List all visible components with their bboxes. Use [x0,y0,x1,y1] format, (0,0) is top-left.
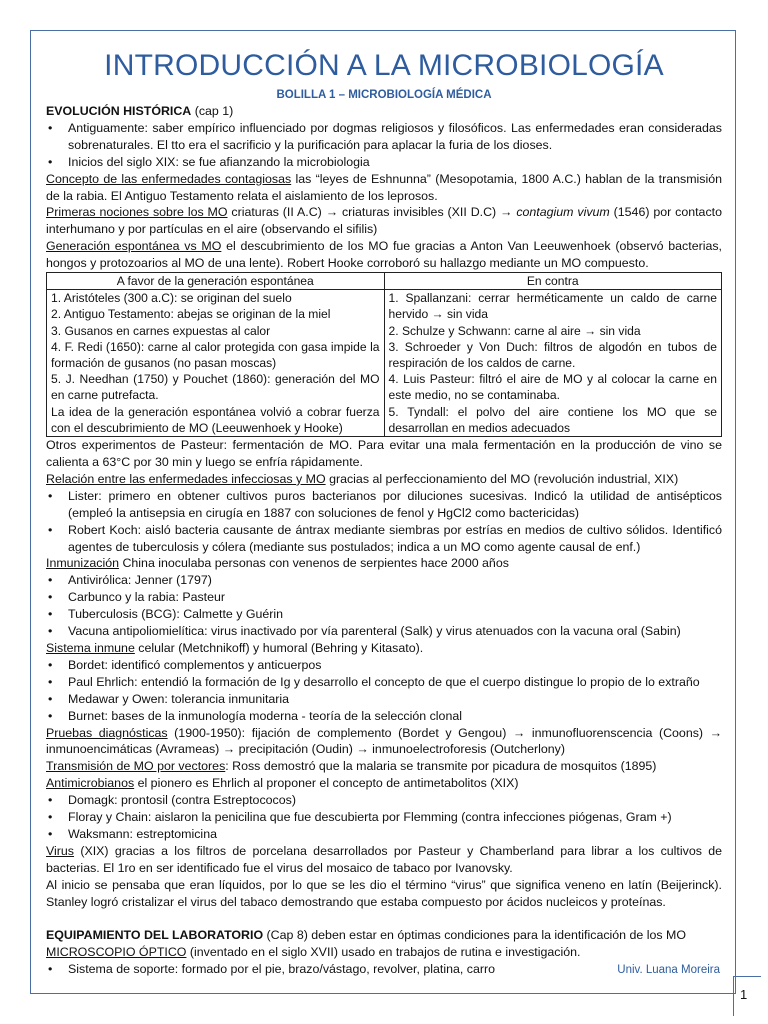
list-item: • Inicios del siglo XIX: se fue afianzando la microbiologia [46,154,722,171]
table-header-favor: A favor de la generación espontánea [47,273,385,290]
list-item: • Paul Ehrlich: entendió la formación de Ig y desarrollo el concepto de que el cuerpo distingue lo propio de lo extraño [46,674,722,691]
nociones-text-1: criaturas (II A.C) → criaturas invisibles (XII D.C) → [227,205,517,220]
relacion-label: Relación entre las enfermedades infecciosas y MO [46,471,326,486]
nociones-paragraph [46,204,722,238]
virus-paragraph-2: Al inicio se pensaba que eran líquidos, por lo que se les dio el término “virus” que significa veneno en latín (Beijerinck). Stanley logró cristalizar el virus del tabaco demostrando que estaba compuesto por ácidos nucleicos y proteínas. [46,877,722,909]
list-item: • Domagk: prontosil (contra Estreptococos) [46,792,722,809]
transmision-paragraph [46,758,722,775]
document-body [46,44,722,978]
nociones-text-2: (1546) por contacto interhumano y por partículas en el aire (observando el sifilis) [46,205,722,237]
historia-heading: EVOLUCIÓN HISTÓRICA [46,104,192,118]
table-item: 3. Gusanos en carnes expuestas al calor [51,323,271,338]
virus-text: (XIX) gracias a los filtros de porcelana desarrollados por Pasteur y Chamberland para librar a los cultivos de bacterias. El 1ro en ser identificado fue el virus del mosaico de tabaco por Ivanovsky. [46,843,722,875]
table-item: 4. Luis Pasteur: filtró el aire de MO y al colocar la carne en este medio, no se contaminaba. [388,372,717,403]
generacion-text: el descubrimiento de los MO fue gracias a Anton Van Leeuwenhoek (observó bacterias, hongos y protozoarios al MO de una lente). Robert Hooke corroboró su hallazgo mediante un MO compuesto. [46,239,722,271]
equipamiento-text: (Cap 8) deben estar en óptimas condiciones para la identificación de los MO [263,928,686,943]
sistema-inmune-bullets [46,657,722,725]
list-item: • Medawar y Owen: tolerancia inmunitaria [46,691,722,708]
table-item: La idea de la generación espontánea volvió a cobrar fuerza con el descubrimiento de MO (Leeuwenhoek y Hooke) [51,404,380,435]
equipamiento-paragraph [46,927,722,944]
antimicrobianos-bullets [46,792,722,843]
list-item: • Robert Koch: aisló bacteria causante de ántrax mediante siembras por estrías en medios de cultivo sólidos. Identificó agentes de tuberculosis y cólera (mediante sus postulados; indica a un MO como agente causal de enf.) [46,522,722,556]
microscopio-text: (inventado en el siglo XVII) usado en trabajos de rutina e investigación. [186,945,581,960]
table-item: 5. J. Needhan (1750) y Pouchet (1860): generación del MO en carne putrefacta. [51,372,380,403]
concepto-label: Concepto de las enfermedades contagiosas [46,171,292,186]
pruebas-text: (1900-1950): fijación de complemento (Bordet y Gengou) → inmunofluorenscencia (Coons) → inmunoencimáticas (Avrameas) → precipitación (Oudin) → inmunoelectroforesis (Outcherlony) [46,725,722,757]
virus-label: Virus [46,843,75,858]
footer-author: Univ. Luana Moreira [617,964,720,976]
list-item: • Antiguamente: saber empírico influenciado por dogmas religiosos y filosóficos. Las enfermedades eran consideradas sobrenaturales. El tto era el sacrificio y la purificación para aplacar la furia de los dioses. [46,120,722,154]
list-item: • Antivirólica: Jenner (1797) [46,572,722,589]
table-item: 5. Tyndall: el polvo del aire contiene los MO que se desarrollan en medios adecuados [388,404,717,435]
equipamiento-heading: EQUIPAMIENTO DEL LABORATORIO [46,928,264,943]
page-title: INTRODUCCIÓN A LA MICROBIOLOGÍA [104,49,664,82]
pruebas-label: Pruebas diagnósticas [46,725,168,740]
transmision-label: Transmisión de MO por vectores [46,759,226,774]
list-item: • Carbunco y la rabia: Pasteur [46,589,722,606]
historia-heading-line [46,103,722,120]
inmunizacion-label: Inmunización [46,556,120,571]
table-item: 2. Schulze y Schwann: carne al aire → sin vida [388,323,641,338]
pruebas-paragraph [46,725,722,759]
list-item: • Tuberculosis (BCG): Calmette y Guérin [46,606,722,623]
historia-bullets [46,120,722,171]
list-item: • Lister: primero en obtener cultivos puros bacterianos por diluciones sucesivas. Indicó la utilidad de antisépticos (empleó la antisepsia en cirugía en 1887 con soluciones de fenol y HgCl2 como bactericidas) [46,488,722,522]
historia-heading-ref: (cap 1) [191,104,234,118]
concepto-text: las “leyes de Eshnunna” (Mesopotamia, 1800 A.C.) hablan de la transmisión de la rabia. El Antiguo Testamento relata el aislamiento de los leprosos. [46,171,722,203]
table-item: 3. Schroeder y Von Duch: filtros de algodón en tubos de respiración de los caldos de carne. [388,339,717,371]
list-item: • Burnet: bases de la inmunología moderna - teoría de la selección clonal [46,708,722,725]
list-item: • Vacuna antipoliomielítica: virus inactivado por vía parenteral (Salk) y virus atenuados con la vacuna oral (Sabin) [46,623,722,640]
list-item: • Bordet: identificó complementos y anticuerpos [46,657,722,674]
page-number: 1 [733,976,761,1016]
inmunizacion-bullets [46,572,722,640]
microscopio-paragraph [46,944,722,961]
table-item: 1. Spallanzani: cerrar herméticamente un caldo de carne hervido → sin vida [388,291,717,322]
table-header-contra: En contra [384,273,722,290]
sistema-inmune-text: celular (Metchnikoff) y humoral (Behring y Kitasato). [134,640,424,655]
generacion-paragraph [46,238,722,272]
table-cell-favor [47,290,385,437]
nociones-italic: contagium vivum [516,205,610,220]
generacion-table [46,272,722,437]
page-subtitle: BOLILLA 1 – MICROBIOLOGÍA MÉDICA [276,89,492,101]
sistema-inmune-label: Sistema inmune [46,640,135,655]
antimicrobianos-paragraph [46,775,722,792]
list-item: • Waksmann: estreptomicina [46,826,722,843]
concepto-paragraph [46,171,722,205]
transmision-text: : Ross demostró que la malaria se transmite por picadura de mosquitos (1895) [225,759,657,774]
list-item: • Floray y Chain: aislaron la penicilina que fue descubierta por Flemming (contra infecciones piógenas, Gram +) [46,809,722,826]
inmunizacion-text: China inoculaba personas con venenos de serpientes hace 2000 años [119,556,509,571]
table-item: 2. Antiguo Testamento: abejas se originan de la miel [51,307,331,322]
nociones-label: Primeras nociones sobre los MO [46,205,228,220]
inmunizacion-paragraph [46,555,722,572]
section-spacer [46,910,722,927]
virus-paragraph [46,843,722,877]
pasteur-paragraph: Otros experimentos de Pasteur: fermentación de MO. Para evitar una mala fermentación en la producción de vino se calienta a 63°C por 30 min y luego se enfría rápidamente. [46,438,722,469]
sistema-inmune-paragraph [46,640,722,657]
generacion-label: Generación espontánea vs MO [46,239,222,254]
antimicrobianos-label: Antimicrobianos [46,776,135,791]
table-cell-contra [384,290,722,437]
antimicrobianos-text: el pionero es Ehrlich al proponer el concepto de antimetabolitos (XIX) [134,776,519,791]
relacion-paragraph [46,471,722,488]
relacion-text: gracias al perfeccionamiento del MO (revolución industrial, XIX) [325,471,679,486]
list-item: • Sistema de soporte: formado por el pie, brazo/vástago, revolver, platina, carro [46,961,722,978]
relacion-bullets [46,488,722,556]
microscopio-label: MICROSCOPIO ÓPTICO [46,945,187,960]
table-item: 1. Aristóteles (300 a.C): se originan del suelo [51,291,292,306]
table-item: 4. F. Redi (1650): carne al calor protegida con gasa impide la formación de gusanos (no pasan moscas) [51,339,380,371]
